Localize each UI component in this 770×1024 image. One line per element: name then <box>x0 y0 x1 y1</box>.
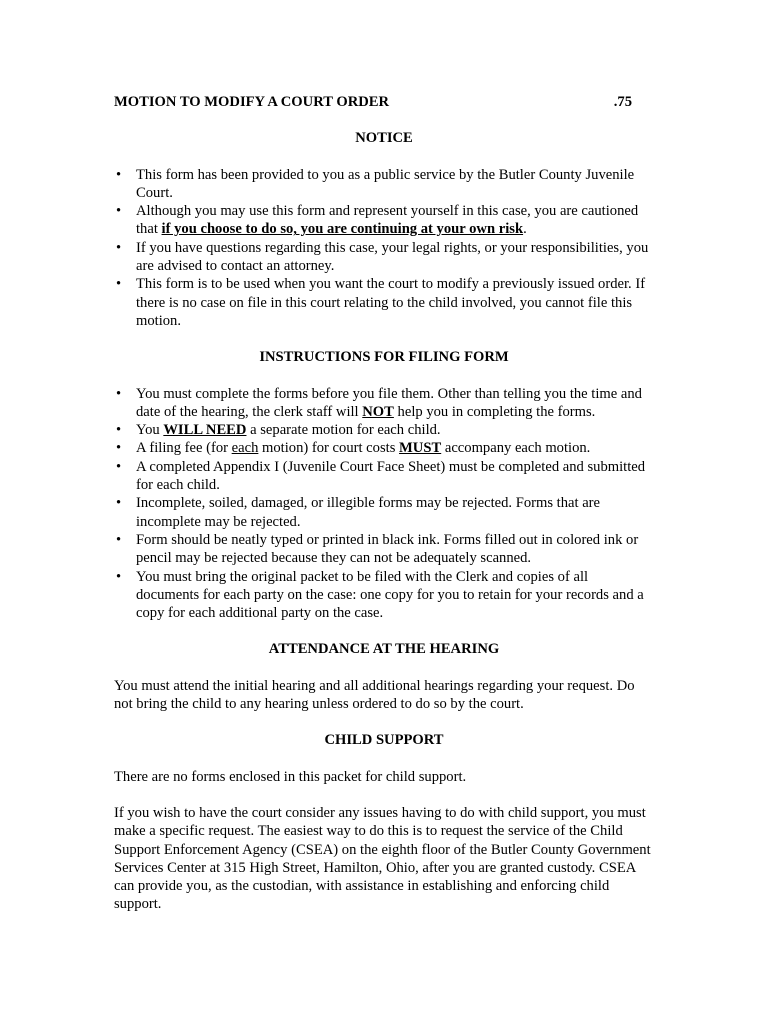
text-segment: A completed Appendix I (Juvenile Court Face Sheet) must be completed and submitted for each child. <box>136 458 646 494</box>
text-segment: If you have questions regarding this case, your legal rights, or your responsibilities, you are advised to contact an attorney. <box>136 239 649 275</box>
emphasized-text: if you choose to do so, you are continuing at your own risk <box>161 221 524 238</box>
document-body <box>114 93 654 932</box>
text-segment: You must complete the forms before you file them. Other than telling you the time and date of the hearing, the clerk staff will <box>136 385 642 420</box>
attendance-heading: ATTENDANCE AT THE HEARING <box>268 641 500 658</box>
list-item <box>114 275 654 330</box>
text-segment: Incomplete, soiled, damaged, or illegible forms may be rejected. Forms that are incomplete may be rejected. <box>136 495 601 530</box>
paragraph: There are no forms enclosed in this packet for child support. <box>114 768 467 785</box>
paragraph: You must attend the initial hearing and all additional hearings regarding your request. Do not bring the child to any hearing unless ordered to do so by the court. <box>114 677 635 713</box>
form-number: .75 <box>613 94 632 110</box>
child-support-section <box>114 768 654 914</box>
text-segment: a separate motion for each child. <box>246 422 441 439</box>
attendance-section <box>114 677 654 714</box>
child-support-heading: CHILD SUPPORT <box>324 732 444 749</box>
emphasized-text: NOT <box>362 403 394 420</box>
notice-heading: NOTICE <box>355 130 413 147</box>
list-item <box>114 385 654 422</box>
text-segment: accompany each motion. <box>441 440 591 457</box>
list-item <box>114 239 654 276</box>
text-segment: A filing fee (for <box>136 440 232 457</box>
text-segment: motion) for court costs <box>258 440 400 457</box>
text-segment: This form has been provided to you as a public service by the Butler County Juvenile Court. <box>136 166 635 201</box>
text-segment: . <box>523 221 527 238</box>
title-row <box>114 93 632 111</box>
text-segment: You <box>136 422 164 439</box>
list-item <box>114 202 654 239</box>
emphasized-text: each <box>231 440 259 457</box>
emphasized-text: MUST <box>399 440 442 457</box>
text-segment: help you in completing the forms. <box>393 403 596 420</box>
text-segment: Although you may use this form and represent yourself in this case, you are cautioned that <box>136 203 639 238</box>
list-item <box>114 166 654 203</box>
document-title: MOTION TO MODIFY A COURT ORDER <box>114 94 390 110</box>
instructions-list <box>114 385 654 623</box>
list-item <box>114 568 654 623</box>
text-segment: This form is to be used when you want the court to modify a previously issued order. If there is no case on file in this court relating to the child involved, you cannot file this motion. <box>136 276 646 329</box>
notice-list <box>114 166 654 331</box>
list-item <box>114 439 654 457</box>
paragraph: If you wish to have the court consider any issues having to do with child support, you must make a specific request. The easiest way to do this is to request the service of the Child Support Enforcement Agency (CSEA) on the eighth floor of the Butler County Government Services Center at 315 High Street, Hamilton, Ohio, after you are granted custody. CSEA can provide you, as the custodian, with assistance in establishing and enforcing child support. <box>114 804 651 913</box>
list-item <box>114 494 654 531</box>
instructions-heading: INSTRUCTIONS FOR FILING FORM <box>259 349 509 366</box>
list-item <box>114 421 654 439</box>
list-item <box>114 458 654 495</box>
emphasized-text: WILL NEED <box>163 422 247 439</box>
text-segment: Form should be neatly typed or printed in black ink. Forms filled out in colored ink or pencil may be rejected because they can not be adequately scanned. <box>136 531 639 567</box>
text-segment: You must bring the original packet to be filed with the Clerk and copies of all documents for each party on the case: one copy for you to retain for your records and a copy for each additional party on the case. <box>136 568 644 622</box>
list-item <box>114 531 654 568</box>
